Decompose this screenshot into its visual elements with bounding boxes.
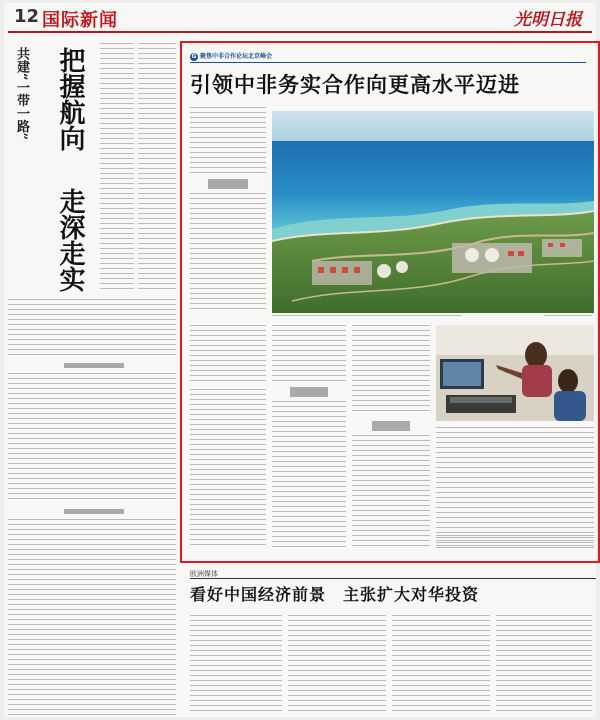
main-headline: 引领中非务实合作向更高水平迈进 <box>190 72 520 97</box>
column-badge-icon: G <box>191 52 197 60</box>
bottom-kicker: 欧洲媒体 <box>190 570 218 578</box>
left-feature-title-part2: 走深走实 <box>55 188 85 292</box>
highlight-box <box>180 41 600 563</box>
bottom-body-col2 <box>288 615 386 715</box>
bottom-body-col3 <box>392 615 490 715</box>
bottom-body-col4 <box>496 615 592 715</box>
bottom-rule <box>190 578 596 579</box>
newspaper-page <box>4 3 596 717</box>
left-body-text-wide3 <box>8 519 176 715</box>
bottom-headline: 看好中国经济前景 主张扩大对华投资 <box>190 585 480 604</box>
left-feature-title-part1: 把握航向 <box>55 47 85 151</box>
left-body-text-wide2 <box>8 373 176 503</box>
newspaper-logo: 光明日报 <box>514 10 582 30</box>
column-label: 聚焦中非合作论坛北京峰会 <box>200 53 273 60</box>
left-feature-kicker: 共建“一带一路” <box>14 47 29 140</box>
left-subhead-2 <box>64 509 124 514</box>
masthead-rule <box>8 31 592 33</box>
left-subhead-1 <box>64 363 124 368</box>
left-body-text-col2 <box>138 43 176 293</box>
page-number: 12 <box>14 6 40 27</box>
masthead <box>4 3 596 29</box>
left-body-text-wide1 <box>8 299 176 359</box>
bottom-body-col1 <box>190 615 282 715</box>
left-body-text-col1 <box>100 43 134 293</box>
section-title: 国际新闻 <box>42 10 118 31</box>
